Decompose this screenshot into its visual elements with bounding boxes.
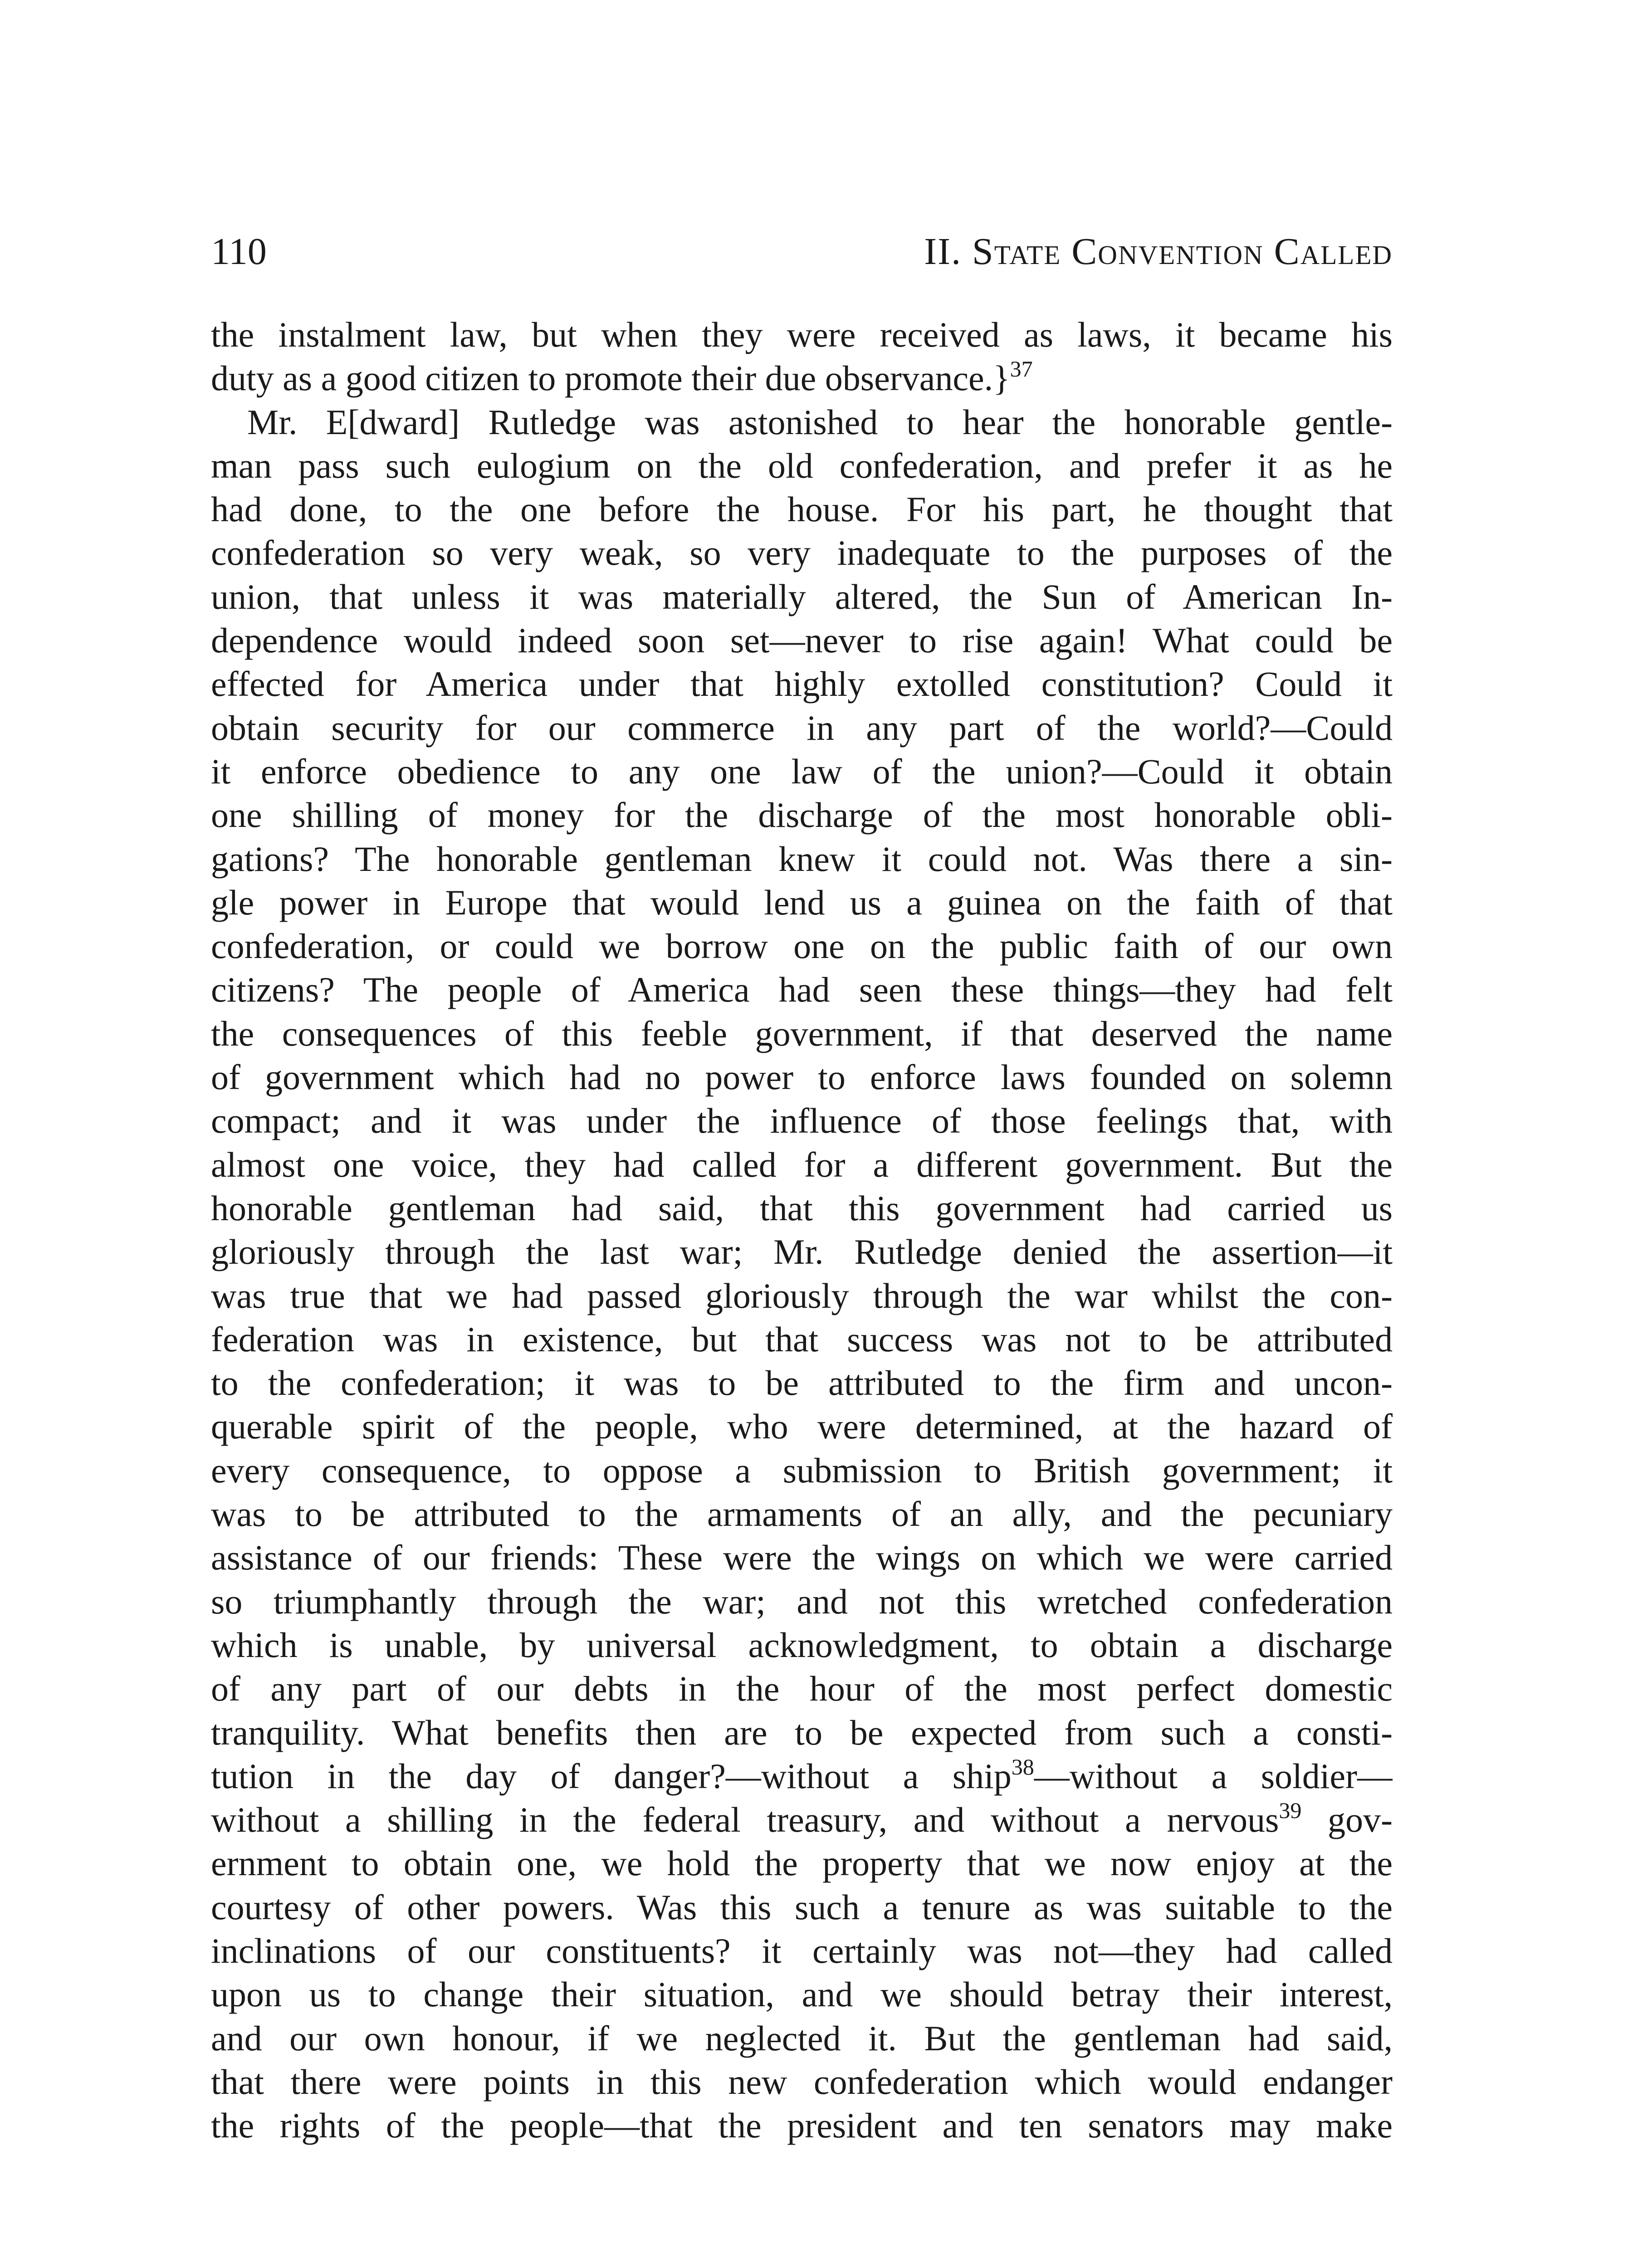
text-span: gov- — [1301, 1800, 1393, 1840]
text-line: one shilling of money for the discharge of the most honorable obli- — [211, 795, 1393, 835]
footnote-ref-39: 39 — [1279, 1798, 1302, 1823]
text-line: that there were points in this new confederation which would endanger — [211, 2062, 1393, 2102]
text-line — [211, 1755, 1393, 1798]
page-number: 110 — [211, 230, 267, 273]
text-line: assistance of our friends: These were the wings on which we were carried — [211, 1538, 1393, 1578]
text-line: had done, to the one before the house. For his part, he thought that — [211, 489, 1393, 529]
text-line: upon us to change their situation, and we should betray their interest, — [211, 1975, 1393, 2014]
text-line: tranquility. What benefits then are to be expected from such a consti- — [211, 1712, 1393, 1752]
text-line: honorable gentleman had said, that this government had carried us — [211, 1188, 1393, 1228]
text-line: of government which had no power to enforce laws founded on solemn — [211, 1057, 1393, 1097]
text-line — [211, 1798, 1393, 1842]
text-line: gations? The honorable gentleman knew it could not. Was there a sin- — [211, 839, 1393, 879]
text-line: every consequence, to oppose a submission to British government; it — [211, 1450, 1393, 1490]
text-line — [211, 357, 1393, 400]
text-line: dependence would indeed soon set—never to rise again! What could be — [211, 621, 1393, 660]
running-head — [211, 227, 1393, 277]
text-line: compact; and it was under the influence of those feelings that, with — [211, 1101, 1393, 1141]
text-line: which is unable, by universal acknowledgment, to obtain a discharge — [211, 1625, 1393, 1665]
text-line: was to be attributed to the armaments of an ally, and the pecuniary — [211, 1494, 1393, 1534]
text-line: it enforce obedience to any one law of the union?—Could it obtain — [211, 751, 1393, 791]
text-line: confederation, or could we borrow one on the public faith of our own — [211, 926, 1393, 966]
footnote-ref-38: 38 — [1011, 1754, 1034, 1779]
text-span: duty as a good citizen to promote their due observance.} — [211, 358, 1010, 398]
text-line: man pass such eulogium on the old confederation, and prefer it as he — [211, 445, 1393, 485]
text-line: obtain security for our commerce in any part of the world?—Could — [211, 708, 1393, 748]
text-line: of any part of our debts in the hour of the most perfect domestic — [211, 1669, 1393, 1709]
text-line: was true that we had passed gloriously through the war whilst the con- — [211, 1276, 1393, 1315]
text-line: courtesy of other powers. Was this such a tenure as was suitable to the — [211, 1887, 1393, 1927]
text-line: the consequences of this feeble government, if that deserved the name — [211, 1013, 1393, 1053]
text-span: —without a soldier— — [1034, 1756, 1393, 1796]
text-line: gle power in Europe that would lend us a guinea on the faith of that — [211, 882, 1393, 922]
text-span: tution in the day of danger?—without a ship — [211, 1756, 1012, 1796]
text-line: and our own honour, if we neglected it. But the gentleman had said, — [211, 2018, 1393, 2058]
text-line: federation was in existence, but that success was not to be attributed — [211, 1319, 1393, 1359]
text-line: the rights of the people—that the president and ten senators may make — [211, 2106, 1393, 2146]
text-line: inclinations of our constituents? it certainly was not—they had called — [211, 1931, 1393, 1970]
text-line: querable spirit of the people, who were determined, at the hazard of — [211, 1407, 1393, 1447]
text-line: Mr. E[dward] Rutledge was astonished to hear the honorable gentle- — [247, 402, 1393, 442]
text-span: without a shilling in the federal treasury, and without a nervous — [211, 1800, 1279, 1840]
text-line: to the confederation; it was to be attributed to the firm and uncon- — [211, 1363, 1393, 1403]
text-line: ernment to obtain one, we hold the property that we now enjoy at the — [211, 1843, 1393, 1883]
text-line: almost one voice, they had called for a different government. But the — [211, 1144, 1393, 1184]
text-line: citizens? The people of America had seen these things—they had felt — [211, 970, 1393, 1010]
footnote-ref-37: 37 — [1010, 357, 1033, 382]
text-line: gloriously through the last war; Mr. Rutledge denied the assertion—it — [211, 1232, 1393, 1272]
text-line: union, that unless it was materially altered, the Sun of American In- — [211, 577, 1393, 616]
section-title: II. State Convention Called — [924, 230, 1393, 273]
text-line: the instalment law, but when they were received as laws, it became his — [211, 315, 1393, 354]
text-line: confederation so very weak, so very inadequate to the purposes of the — [211, 533, 1393, 573]
text-line: so triumphantly through the war; and not this wretched confederation — [211, 1581, 1393, 1621]
text-line: effected for America under that highly extolled constitution? Could it — [211, 664, 1393, 704]
body-text — [211, 313, 1393, 2147]
